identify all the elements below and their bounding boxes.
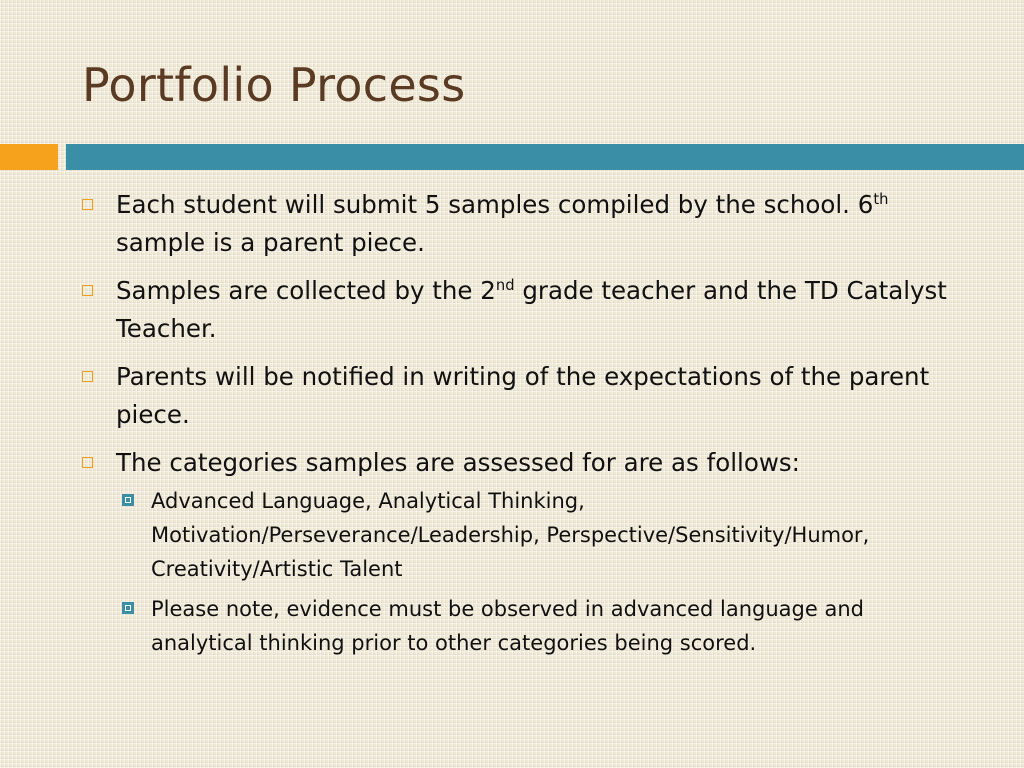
sub-bullet-text: Please note, evidence must be observed in advanced language and analytical thinking prior to other categories being scored. [151, 597, 864, 655]
square-bullet-icon [82, 285, 93, 296]
sub-bullet-text: Advanced Language, Analytical Thinking, Motivation/Perseverance/Leadership, Perspective/Sensitivity/Humor, Creativity/Artistic Talent [151, 489, 870, 581]
square-bullet-icon [82, 457, 93, 468]
bullet-text: Samples are collected by the 2 [116, 276, 496, 305]
sub-bullet-item [82, 592, 972, 660]
accent-bar-orange [0, 144, 58, 170]
accent-bar-teal [66, 144, 1024, 170]
bullet-text: grade teacher and the TD Catalyst Teacher. [116, 276, 947, 343]
filled-square-bullet-icon [122, 494, 134, 506]
bullet-text: sample is a parent piece. [116, 228, 425, 257]
ordinal-suffix: th [873, 190, 889, 208]
bullet-item [82, 272, 972, 348]
bullet-item [82, 186, 972, 262]
bullet-text: Parents will be notified in writing of the expectations of the parent piece. [116, 362, 930, 429]
sub-bullet-item [82, 484, 972, 586]
bullet-list [82, 186, 972, 666]
slide-title: Portfolio Process [82, 58, 466, 112]
square-bullet-icon [82, 371, 93, 382]
square-bullet-icon [82, 199, 93, 210]
filled-square-bullet-icon [122, 602, 134, 614]
bullet-text: The categories samples are assessed for are as follows: [116, 448, 800, 477]
ordinal-suffix: nd [495, 276, 515, 294]
bullet-item [82, 444, 972, 482]
bullet-text: Each student will submit 5 samples compiled by the school. 6 [116, 190, 874, 219]
bullet-item [82, 358, 972, 434]
